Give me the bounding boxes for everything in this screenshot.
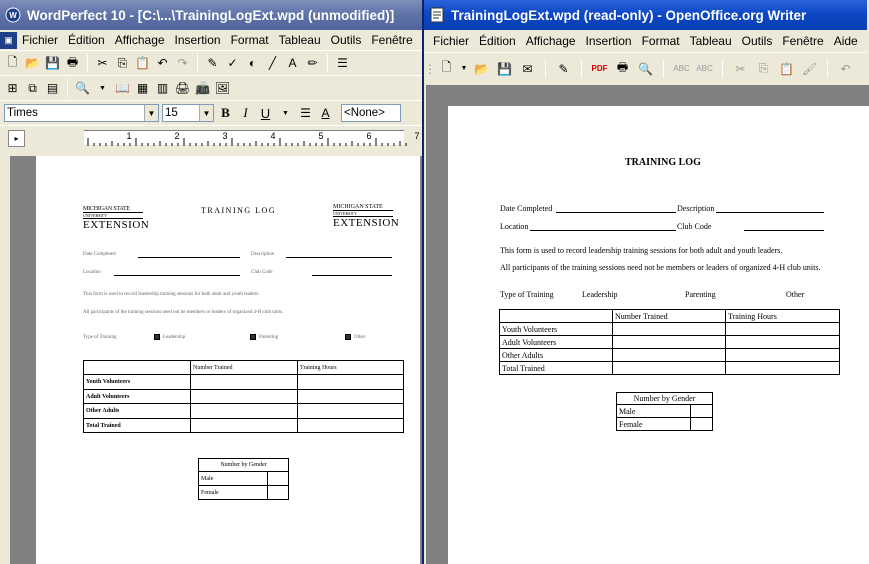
- zoom-dropdown-icon[interactable]: ▼: [99, 84, 106, 92]
- draft-view-icon[interactable]: ⊞: [7, 81, 18, 95]
- oo-left-border: [424, 85, 426, 564]
- table-cell[interactable]: [298, 404, 404, 419]
- table-header-cell: Number Trained: [613, 310, 726, 323]
- logo-line-1: MICHIGAN STATE: [83, 206, 130, 212]
- export-pdf-icon[interactable]: PDF: [591, 64, 608, 73]
- wp-menu-edition[interactable]: Édition: [68, 33, 105, 47]
- oo-training-table: [499, 309, 840, 375]
- paste-icon[interactable]: 📋: [779, 61, 794, 76]
- font-size-value: 15: [165, 107, 178, 119]
- oo-titlebar[interactable]: [424, 0, 867, 30]
- wp-training-table: [83, 360, 404, 433]
- oo-toolbar-standard: [424, 52, 867, 84]
- table-cell[interactable]: [191, 375, 298, 390]
- format-paintbrush-icon[interactable]: 🖌: [801, 61, 818, 76]
- ruler-number: 6: [366, 131, 372, 141]
- table-row-label: Youth Volunteers: [500, 323, 613, 336]
- oo-menu-outils[interactable]: Outils: [741, 34, 773, 48]
- wp-menu-insertion[interactable]: Insertion: [174, 33, 221, 47]
- table-header-cell: Training Hours: [726, 310, 840, 323]
- shapes-icon[interactable]: ◐: [248, 56, 257, 70]
- wp-field-club-line: [312, 275, 392, 276]
- ruler-strip: [84, 130, 420, 145]
- msu-extension-logo-left: [83, 206, 149, 231]
- autospellcheck-icon[interactable]: ABC: [696, 64, 713, 73]
- image-icon[interactable]: 🖼: [214, 81, 231, 95]
- open-folder-icon[interactable]: 📂: [25, 56, 40, 70]
- text-box-icon[interactable]: A: [288, 56, 297, 70]
- wp-field-date-label: Date Completed: [83, 252, 116, 257]
- italic-icon[interactable]: I: [243, 105, 248, 120]
- toolbar-separator: [663, 60, 664, 78]
- cut-icon[interactable]: ✂: [97, 56, 108, 70]
- writer-app-icon: [428, 6, 446, 24]
- ruler-toggle-icon[interactable]: ▸: [8, 130, 25, 147]
- toolbar-separator: [827, 60, 828, 78]
- wp-field-desc-line: [286, 257, 392, 258]
- edit-file-icon[interactable]: ✎: [558, 61, 569, 76]
- oo-menu-insertion[interactable]: Insertion: [585, 34, 632, 48]
- table-cell[interactable]: [613, 336, 726, 349]
- oo-field-date-label: Date Completed: [500, 204, 553, 213]
- two-page-view-icon[interactable]: ▤: [46, 81, 59, 95]
- wp-checkbox-parenting[interactable]: [250, 334, 256, 340]
- oo-field-location-line: [530, 230, 676, 231]
- toolbar-grip-icon[interactable]: ⋮: [424, 61, 436, 76]
- table-cell[interactable]: [191, 390, 298, 404]
- table-cell[interactable]: [298, 419, 404, 433]
- wordperfect-window: [0, 0, 422, 564]
- oo-type-label: Type of Training: [500, 290, 554, 299]
- logo-line-2: UNIVERSITY: [333, 211, 357, 216]
- msu-extension-logo-right: [333, 204, 399, 229]
- oo-field-desc-label: Description: [677, 204, 715, 213]
- gender-row-label: Male: [199, 472, 268, 486]
- toolbar-separator: [581, 60, 582, 78]
- font-name-select[interactable]: [4, 104, 159, 122]
- toolbar-separator: [197, 54, 198, 72]
- copy-icon[interactable]: ⎘: [117, 55, 128, 70]
- wp-type-leadership: Leadership: [163, 335, 186, 340]
- style-select[interactable]: [341, 104, 401, 122]
- oo-type-leadership: Leadership: [582, 290, 618, 299]
- wp-para-2: All participants of the training sessions need not be members or leaders of organized 4-H club units.: [83, 310, 284, 315]
- oo-title: TrainingLogExt.wpd (read-only) - OpenOffice.org Writer: [451, 7, 807, 23]
- oo-document-page[interactable]: [448, 106, 869, 564]
- oo-menu-fichier[interactable]: Fichier: [433, 34, 470, 48]
- book-icon[interactable]: 📖: [115, 81, 130, 95]
- wp-type-label: Type of Training: [83, 335, 117, 340]
- oo-menu-affichage[interactable]: Affichage: [525, 34, 576, 48]
- printer-setup-icon[interactable]: 🖨: [174, 81, 191, 95]
- gender-row-label: Female: [617, 418, 691, 431]
- wp-menu-fenetre[interactable]: Fenêtre: [371, 33, 413, 47]
- oo-menu-tableau[interactable]: Tableau: [689, 34, 732, 48]
- table-row-label: Other Adults: [84, 404, 191, 419]
- spell-check-icon[interactable]: ✓: [227, 56, 238, 70]
- cut-icon[interactable]: ✂: [735, 61, 746, 76]
- wp-toolbar-main: [0, 50, 422, 75]
- logo-line-3: EXTENSION: [83, 219, 150, 231]
- toolbar-separator: [327, 54, 328, 72]
- table-cell[interactable]: [613, 362, 726, 375]
- highlight-icon[interactable]: ✏: [307, 56, 318, 70]
- wp-menubar: [0, 30, 422, 50]
- table-header-cell: Number Trained: [191, 361, 298, 375]
- chevron-down-icon[interactable]: ▼: [144, 105, 158, 121]
- oo-type-parenting: Parenting: [685, 290, 716, 299]
- save-icon[interactable]: 💾: [497, 61, 512, 76]
- oo-gender-table: [616, 392, 713, 431]
- wp-checkbox-leadership[interactable]: [154, 334, 160, 340]
- ruler-number: 2: [174, 131, 180, 141]
- underline-dropdown-icon[interactable]: ▼: [282, 109, 289, 117]
- oo-menubar: [424, 30, 867, 52]
- oo-para-1: This form is used to record leadership training sessions for both adult and youth leaders.: [500, 246, 783, 255]
- table-row-label: Youth Volunteers: [84, 375, 191, 390]
- wp-field-club-label: Club Code: [251, 270, 273, 275]
- toolbar-separator: [87, 54, 88, 72]
- ruler-number: 7: [414, 131, 420, 141]
- gender-row-label: Female: [199, 486, 268, 500]
- undo-icon[interactable]: ↶: [840, 61, 851, 76]
- new-document-icon[interactable]: 🗋: [441, 60, 452, 74]
- logo-line-2: UNIVERSITY: [83, 213, 107, 218]
- table-cell[interactable]: [191, 419, 298, 433]
- save-icon[interactable]: 💾: [45, 56, 60, 70]
- wp-titlebar[interactable]: [0, 0, 422, 30]
- table-icon[interactable]: ▦: [136, 81, 149, 95]
- oo-para-2: All participants of the training sessions need not be members or leaders of organized 4-H club units.: [500, 263, 821, 272]
- print-icon[interactable]: 🖶: [66, 54, 79, 69]
- logo-line-3: EXTENSION: [333, 217, 400, 229]
- wp-toolbar-secondary: [0, 75, 422, 100]
- wp-doc-menu-icon[interactable]: ▣: [0, 32, 17, 49]
- line-icon[interactable]: ╱: [268, 56, 277, 70]
- gender-header: Number by Gender: [617, 393, 713, 405]
- oo-field-desc-line: [716, 212, 824, 213]
- wp-property-bar: [0, 100, 422, 125]
- oo-field-club-line: [744, 230, 824, 231]
- wp-field-location-label: Location: [83, 270, 101, 275]
- table-header-cell: Training Hours: [298, 361, 404, 375]
- wp-field-location-line: [114, 275, 240, 276]
- table-row-label: Other Adults: [500, 349, 613, 362]
- wp-para-1: This form is used to record leadership training sessions for both adult and youth leaders.: [83, 292, 260, 297]
- wp-doc-heading: TRAINING LOG: [201, 206, 277, 215]
- table-row-label: Total Trained: [84, 419, 191, 433]
- table-cell[interactable]: [298, 375, 404, 390]
- table-cell[interactable]: [726, 349, 840, 362]
- copy-icon[interactable]: ⎘: [758, 61, 769, 75]
- oo-doc-heading: TRAINING LOG: [625, 157, 701, 168]
- ruler-number: 3: [222, 131, 228, 141]
- oo-field-location-label: Location: [500, 222, 529, 231]
- new-document-icon[interactable]: 🗋: [7, 54, 18, 69]
- oo-menu-aide[interactable]: Aide: [833, 34, 858, 48]
- spellcheck-icon[interactable]: ABC: [673, 64, 690, 73]
- wp-menu-format[interactable]: Format: [230, 33, 269, 47]
- table-cell[interactable]: [726, 336, 840, 349]
- undo-icon[interactable]: ↶: [157, 56, 168, 70]
- font-name-value: Times: [7, 107, 38, 119]
- wp-menu-outils[interactable]: Outils: [330, 33, 362, 47]
- wp-type-other: Other: [354, 335, 366, 340]
- oo-menu-format[interactable]: Format: [641, 34, 680, 48]
- columns-icon[interactable]: ▥: [156, 81, 169, 95]
- wp-field-desc-label: Description: [251, 252, 275, 257]
- oo-menu-edition[interactable]: Édition: [479, 34, 516, 48]
- ruler-number: 4: [270, 131, 276, 141]
- wp-title: WordPerfect 10 - [C:\...\TrainingLogExt.wpd (unmodified)]: [27, 7, 395, 23]
- logo-line-1: MICHIGAN STATE: [333, 204, 383, 210]
- zoom-icon[interactable]: 🔍: [75, 81, 90, 95]
- print-icon[interactable]: 🖶: [616, 60, 629, 74]
- gender-cell[interactable]: [691, 418, 713, 431]
- fax-icon[interactable]: 📠: [195, 81, 210, 95]
- toolbar-separator: [545, 60, 546, 78]
- wp-document-page[interactable]: [36, 156, 420, 564]
- table-cell[interactable]: [613, 349, 726, 362]
- table-row-label: Adult Volunteers: [500, 336, 613, 349]
- redo-icon[interactable]: ↷: [177, 56, 188, 70]
- table-cell[interactable]: [613, 323, 726, 336]
- oo-field-club-label: Club Code: [677, 222, 712, 231]
- svg-text:W: W: [9, 11, 17, 20]
- font-size-select[interactable]: [162, 104, 214, 122]
- wp-type-parenting: Parenting: [259, 335, 279, 340]
- gender-row-label: Male: [617, 405, 691, 418]
- toolbar-separator: [722, 60, 723, 78]
- new-dropdown-icon[interactable]: ▼: [460, 65, 468, 72]
- oo-type-other: Other: [786, 290, 805, 299]
- wp-menu-affichage[interactable]: Affichage: [114, 33, 165, 47]
- table-cell[interactable]: [726, 323, 840, 336]
- paste-icon[interactable]: 📋: [135, 56, 150, 70]
- table-row-label: Adult Volunteers: [84, 390, 191, 404]
- wp-menu-fichier[interactable]: Fichier: [22, 33, 59, 47]
- oo-menu-fenetre[interactable]: Fenêtre: [782, 34, 824, 48]
- gender-cell[interactable]: [691, 405, 713, 418]
- wp-field-date-line: [138, 257, 240, 258]
- wordperfect-app-icon: [4, 6, 22, 24]
- page-view-icon[interactable]: ⧉: [28, 80, 37, 95]
- wp-ruler[interactable]: [0, 125, 422, 149]
- ruler-number: 1: [126, 131, 132, 141]
- wp-left-margin-bar: [0, 156, 10, 564]
- toolbar-separator: [67, 79, 68, 97]
- table-cell[interactable]: [298, 390, 404, 404]
- table-header-cell: [500, 310, 613, 323]
- underline-icon[interactable]: U: [260, 105, 271, 121]
- oo-field-date-line: [556, 212, 676, 213]
- email-icon[interactable]: ✉: [522, 61, 533, 76]
- justify-icon[interactable]: ☰: [300, 106, 311, 120]
- font-color-icon[interactable]: A: [321, 106, 330, 120]
- table-cell[interactable]: [191, 404, 298, 419]
- openoffice-writer-window: [422, 0, 867, 564]
- wp-gender-table: [198, 458, 289, 500]
- ruler-ticks: [84, 131, 420, 146]
- table-cell[interactable]: [726, 362, 840, 375]
- table-header-cell: [84, 361, 191, 375]
- bold-icon[interactable]: B: [221, 105, 230, 120]
- chevron-down-icon[interactable]: ▼: [199, 105, 213, 121]
- gender-cell[interactable]: [268, 472, 289, 486]
- wp-checkbox-other[interactable]: [345, 334, 351, 340]
- open-folder-icon[interactable]: 📂: [474, 61, 489, 76]
- gender-cell[interactable]: [268, 486, 289, 500]
- wp-menu-tableau[interactable]: Tableau: [278, 33, 321, 47]
- ruler-number: 5: [318, 131, 324, 141]
- print-preview-icon[interactable]: 🔍: [638, 61, 653, 76]
- style-value: <None>: [344, 107, 385, 119]
- pen-icon[interactable]: ✎: [207, 56, 218, 70]
- gender-header: Number by Gender: [199, 459, 289, 472]
- table-row-label: Total Trained: [500, 362, 613, 375]
- numbering-icon[interactable]: ☰: [337, 56, 348, 70]
